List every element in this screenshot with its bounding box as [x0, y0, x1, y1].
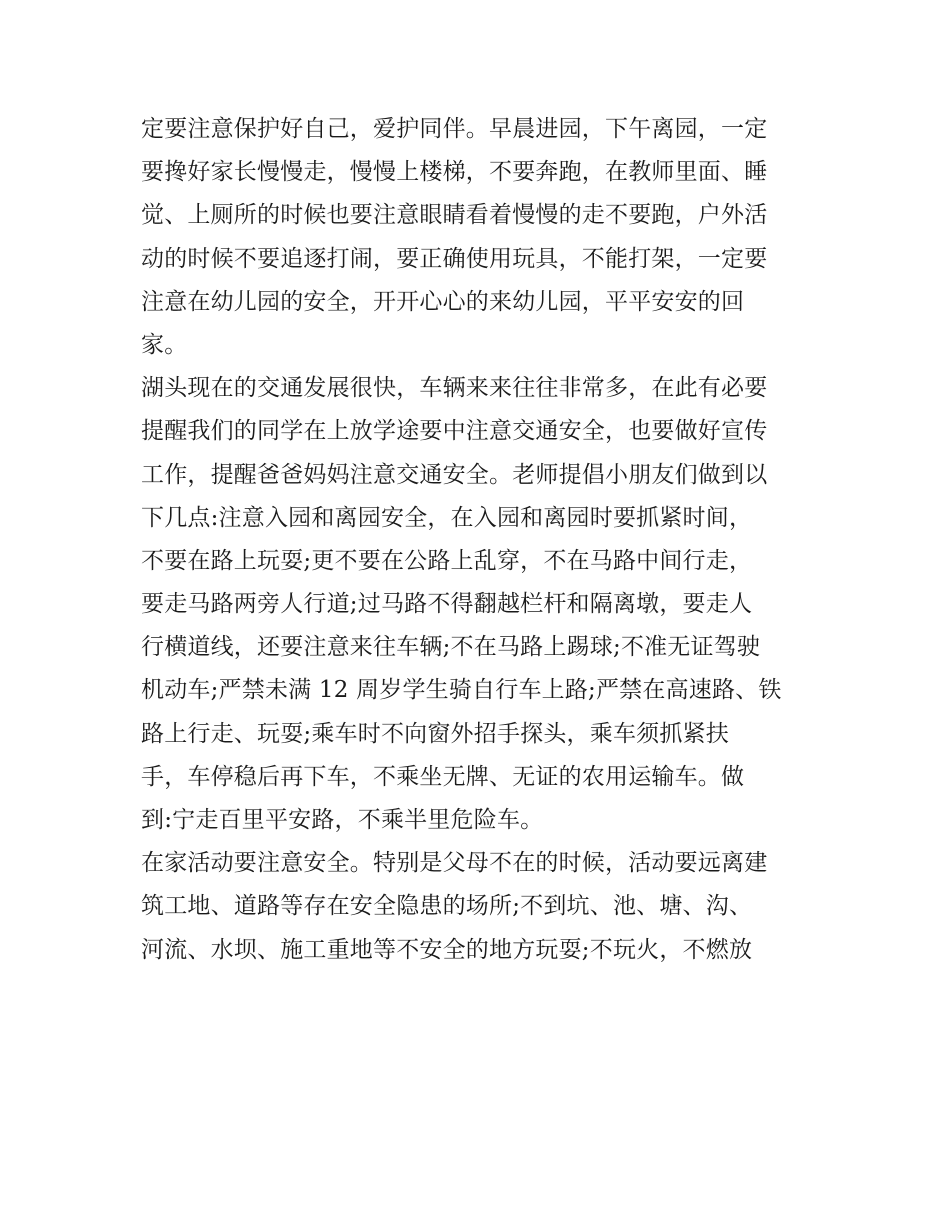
- text-line: 下几点:注意入园和离园安全，在入园和离园时要抓紧时间，: [141, 504, 753, 531]
- text-line: 河流、水坝、施工重地等不安全的地方玩耍;不玩火，不燃放: [141, 936, 753, 963]
- text-line: 行横道线，还要注意来往车辆;不在马路上踢球;不准无证驾驶: [141, 634, 761, 661]
- text-line: 机动车;严禁未满 12 周岁学生骑自行车上路;严禁在高速路、铁: [141, 677, 782, 704]
- text-line: 动的时候不要追逐打闹，要正确使用玩具，不能打架，一定要: [141, 245, 768, 272]
- text-line: 手，车停稳后再下车，不乘坐无牌、无证的农用运输车。做: [141, 763, 745, 790]
- document-page: [141, 108, 821, 972]
- text-line: 筑工地、道路等存在安全隐患的场所;不到坑、池、塘、沟、: [141, 893, 753, 920]
- text-line: 路上行走、玩耍;乘车时不向窗外招手探头，乘车须抓紧扶: [141, 720, 729, 747]
- text-line: 在家活动要注意安全。特别是父母不在的时候，活动要远离建: [141, 850, 768, 877]
- text-line: 家。: [141, 331, 188, 358]
- text-line: 要走马路两旁人行道;过马路不得翻越栏杆和隔离墩，要走人: [141, 591, 753, 618]
- text-line: 到:宁走百里平安路，不乘半里危险车。: [141, 807, 544, 833]
- text-line: 定要注意保护好自己，爱护同伴。早晨进园，下午离园，一定: [141, 116, 768, 142]
- text-line: 要搀好家长慢慢走，慢慢上楼梯，不要奔跑，在教师里面、睡: [141, 159, 768, 186]
- text-line: 不要在路上玩耍;更不要在公路上乱穿，不在马路中间行走，: [141, 547, 753, 574]
- text-line: 湖头现在的交通发展很快，车辆来来往往非常多，在此有必要: [141, 375, 768, 402]
- text-line: 注意在幼儿园的安全，开开心心的来幼儿园，平平安安的回: [141, 288, 745, 315]
- text-line: 觉、上厕所的时候也要注意眼睛看着慢慢的走不要跑，户外活: [141, 202, 768, 229]
- text-line: 提醒我们的同学在上放学途要中注意交通安全，也要做好宣传: [141, 418, 768, 445]
- text-line: 工作，提醒爸爸妈妈注意交通安全。老师提倡小朋友们做到以: [141, 461, 768, 488]
